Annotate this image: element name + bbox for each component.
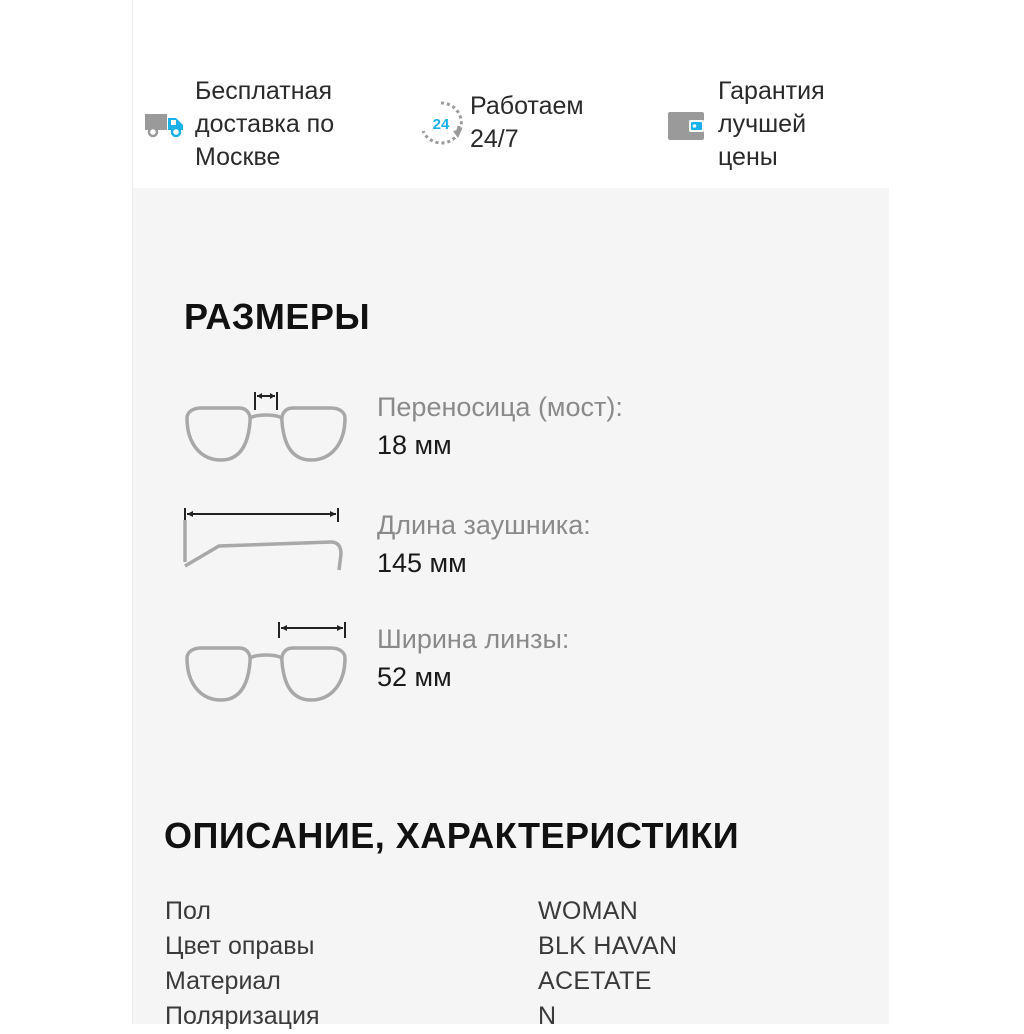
spec-key: Материал xyxy=(165,967,281,995)
temple-length-icon xyxy=(181,506,351,606)
size-value: 145 мм xyxy=(377,548,467,578)
benefit-24-7 xyxy=(416,90,584,156)
spec-value: WOMAN xyxy=(538,897,639,925)
description-heading: ОПИСАНИЕ, ХАРАКТЕРИСТИКИ xyxy=(164,815,740,856)
size-label: Ширина линзы: xyxy=(377,624,570,654)
benefit-text: Гарантия лучшей цены xyxy=(718,77,825,171)
size-label: Длина заушника: xyxy=(377,510,591,540)
spec-row xyxy=(165,929,845,964)
spec-key: Цвет оправы xyxy=(165,932,315,960)
spec-value: N xyxy=(538,1002,557,1030)
size-info xyxy=(377,506,591,582)
spec-key: Пол xyxy=(165,897,211,925)
specs-table xyxy=(165,894,845,1034)
size-info xyxy=(377,388,623,464)
bridge-width-icon xyxy=(181,388,351,488)
sizes-heading: РАЗМЕРЫ xyxy=(184,296,371,337)
size-row-bridge xyxy=(181,388,841,488)
spec-row xyxy=(165,894,845,929)
delivery-truck-icon xyxy=(145,105,185,145)
clock-24-text: 24 xyxy=(432,116,450,133)
size-label: Переносица (мост): xyxy=(377,392,623,422)
spec-row xyxy=(165,999,845,1034)
wallet-icon xyxy=(666,105,706,145)
spec-value: BLK HAVAN xyxy=(538,932,678,960)
product-details-section xyxy=(133,188,889,1030)
product-page xyxy=(132,0,889,1030)
spec-row xyxy=(165,964,845,999)
benefit-free-delivery xyxy=(145,75,334,174)
size-value: 52 мм xyxy=(377,662,452,692)
clock-24-icon xyxy=(416,98,466,148)
lens-width-icon xyxy=(181,620,351,720)
size-row-temple xyxy=(181,506,841,606)
benefits-bar xyxy=(133,0,889,188)
benefit-best-price xyxy=(666,75,825,174)
spec-value: ACETATE xyxy=(538,967,652,995)
size-info xyxy=(377,620,569,696)
spec-key: Поляризация xyxy=(165,1002,320,1030)
size-row-lens xyxy=(181,620,841,720)
size-value: 18 мм xyxy=(377,430,452,460)
benefit-text: Бесплатная доставка по Москве xyxy=(195,77,335,171)
benefit-text: Работаем 24/7 xyxy=(470,92,584,153)
